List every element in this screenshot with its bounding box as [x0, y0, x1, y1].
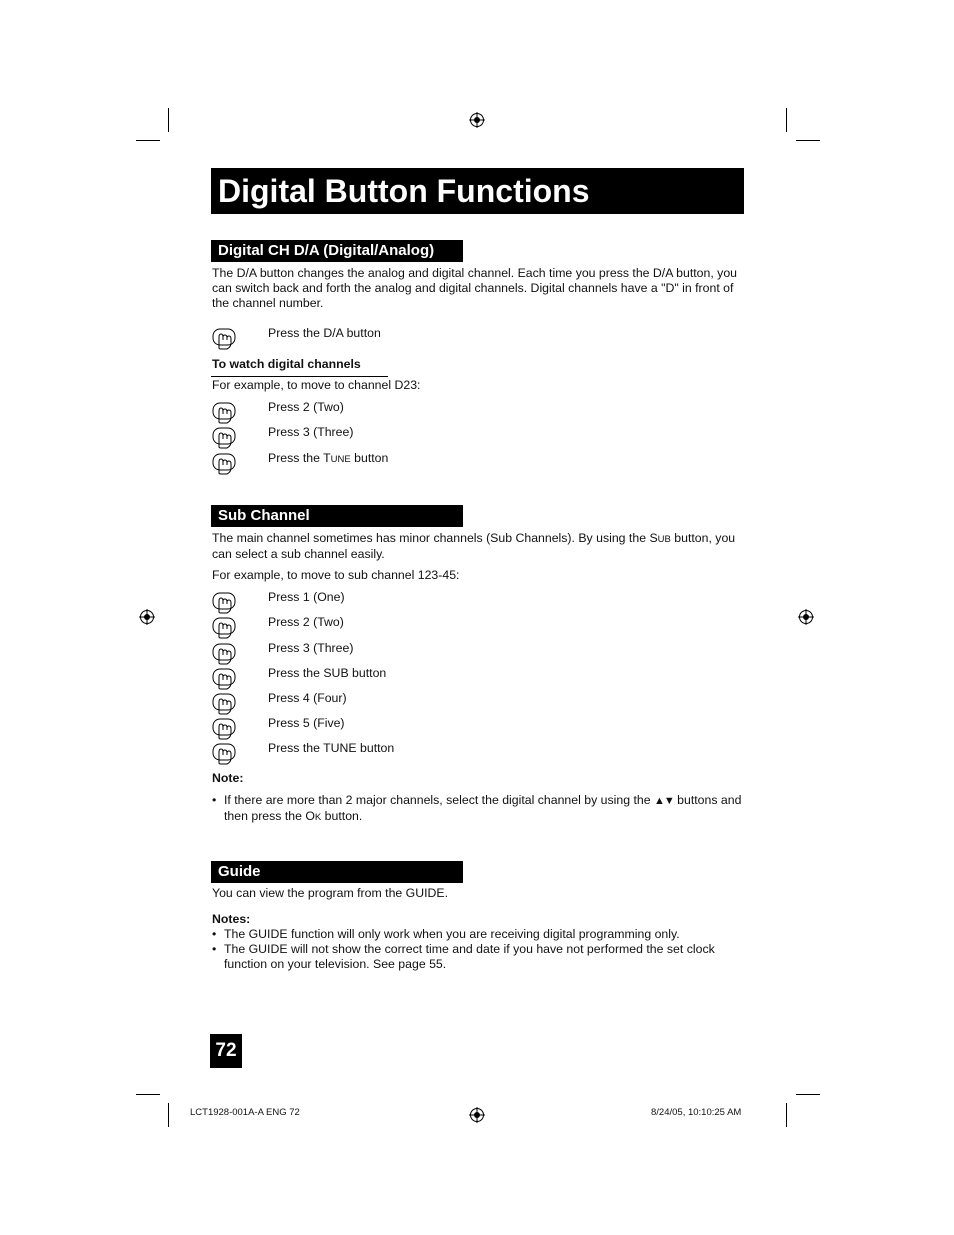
da-example: For example, to move to channel D23:: [212, 378, 421, 392]
step-text: Press the SUB button: [268, 666, 387, 680]
crop-mark: [136, 140, 160, 141]
text-fragment: If there are more than 2 major channels, select the digital channel by using the: [224, 793, 654, 807]
step-text: Press 2 (Two): [268, 400, 344, 414]
page-number: 72: [215, 1040, 237, 1061]
section-heading-label: Guide: [218, 863, 261, 880]
hand-press-icon: [212, 668, 236, 690]
step-text-tune: [268, 451, 388, 467]
registration-mark-icon: [798, 609, 814, 625]
sub-example: For example, to move to sub channel 123-45:: [212, 568, 460, 582]
text-fragment: The main channel sometimes has minor channels (Sub Channels). By using the S: [212, 531, 658, 545]
step-text: Press 3 (Three): [268, 641, 354, 655]
crop-mark: [796, 1094, 820, 1095]
step-text: Press the TUNE button: [268, 741, 395, 755]
step-text: Press 5 (Five): [268, 716, 345, 730]
hand-press-icon: [212, 643, 236, 665]
hand-press-icon: [212, 743, 236, 765]
footer-right: 8/24/05, 10:10:25 AM: [651, 1107, 742, 1118]
section-heading-label: Sub Channel: [218, 507, 310, 524]
footer-left: LCT1928-001A-A ENG 72: [190, 1107, 300, 1118]
text-fragment: K: [314, 812, 322, 823]
text-fragment: button, you can select a sub channel easily.: [212, 531, 736, 561]
notes-label: Notes:: [212, 912, 251, 926]
hand-press-icon: [212, 328, 236, 350]
step-text: Press 3 (Three): [268, 425, 354, 439]
crop-mark: [796, 140, 820, 141]
hand-press-icon: [212, 718, 236, 740]
registration-mark-icon: [139, 609, 155, 625]
step-text: Press 2 (Two): [268, 615, 344, 629]
section-heading-label: Digital CH D/A (Digital/Analog): [218, 242, 435, 259]
bullet-icon: •: [212, 942, 217, 956]
hand-press-icon: [212, 592, 236, 614]
guide-intro: You can view the program from the GUIDE.: [212, 886, 449, 900]
step-text: Press 4 (Four): [268, 691, 347, 705]
da-intro: The D/A button changes the analog and digital channel. Each time you press the D/A button, you can switch back and forth the analog and digital channels. Digital channels have a "D" in front of the channel number.: [212, 266, 738, 310]
heading-underline: [211, 376, 388, 377]
registration-mark-icon: [469, 112, 485, 128]
crop-mark: [168, 1103, 169, 1127]
section-heading-sub: [211, 505, 463, 527]
watch-digital-heading: To watch digital channels: [212, 357, 361, 371]
hand-press-icon: [212, 402, 236, 424]
page-title: Digital Button Functions: [218, 173, 590, 209]
text-fragment: button.: [321, 809, 363, 823]
page-title-bar: [211, 168, 744, 214]
up-down-arrow-icon: ▲▼: [653, 795, 674, 807]
hand-press-icon: [212, 617, 236, 639]
note-text: [224, 793, 742, 825]
step-text: Press the D/A button: [268, 326, 381, 340]
step-text: Press 1 (One): [268, 590, 345, 604]
section-heading-guide: [211, 861, 463, 883]
text-fragment: UNE: [330, 454, 351, 465]
note-text: The GUIDE function will only work when you are receiving digital programming only.: [224, 927, 680, 941]
section-heading-da: [211, 240, 463, 262]
note-text: The GUIDE will not show the correct time and date if you have not performed the set clock function on your television. See page 55.: [224, 942, 715, 971]
text-fragment: buttons and then press the O: [224, 793, 742, 823]
bullet-icon: •: [212, 793, 217, 807]
crop-mark: [136, 1094, 160, 1095]
hand-press-icon: [212, 453, 236, 475]
text-fragment: button: [350, 451, 389, 465]
crop-mark: [168, 108, 169, 132]
hand-press-icon: [212, 427, 236, 449]
crop-mark: [786, 108, 787, 132]
text-fragment: UB: [657, 534, 671, 545]
bullet-icon: •: [212, 927, 217, 941]
registration-mark-icon: [469, 1107, 485, 1123]
crop-mark: [786, 1103, 787, 1127]
sub-intro: [212, 531, 742, 562]
note-label: Note:: [212, 771, 244, 785]
hand-press-icon: [212, 693, 236, 715]
page-number-box: [210, 1034, 242, 1068]
text-fragment: Press the T: [268, 451, 331, 465]
